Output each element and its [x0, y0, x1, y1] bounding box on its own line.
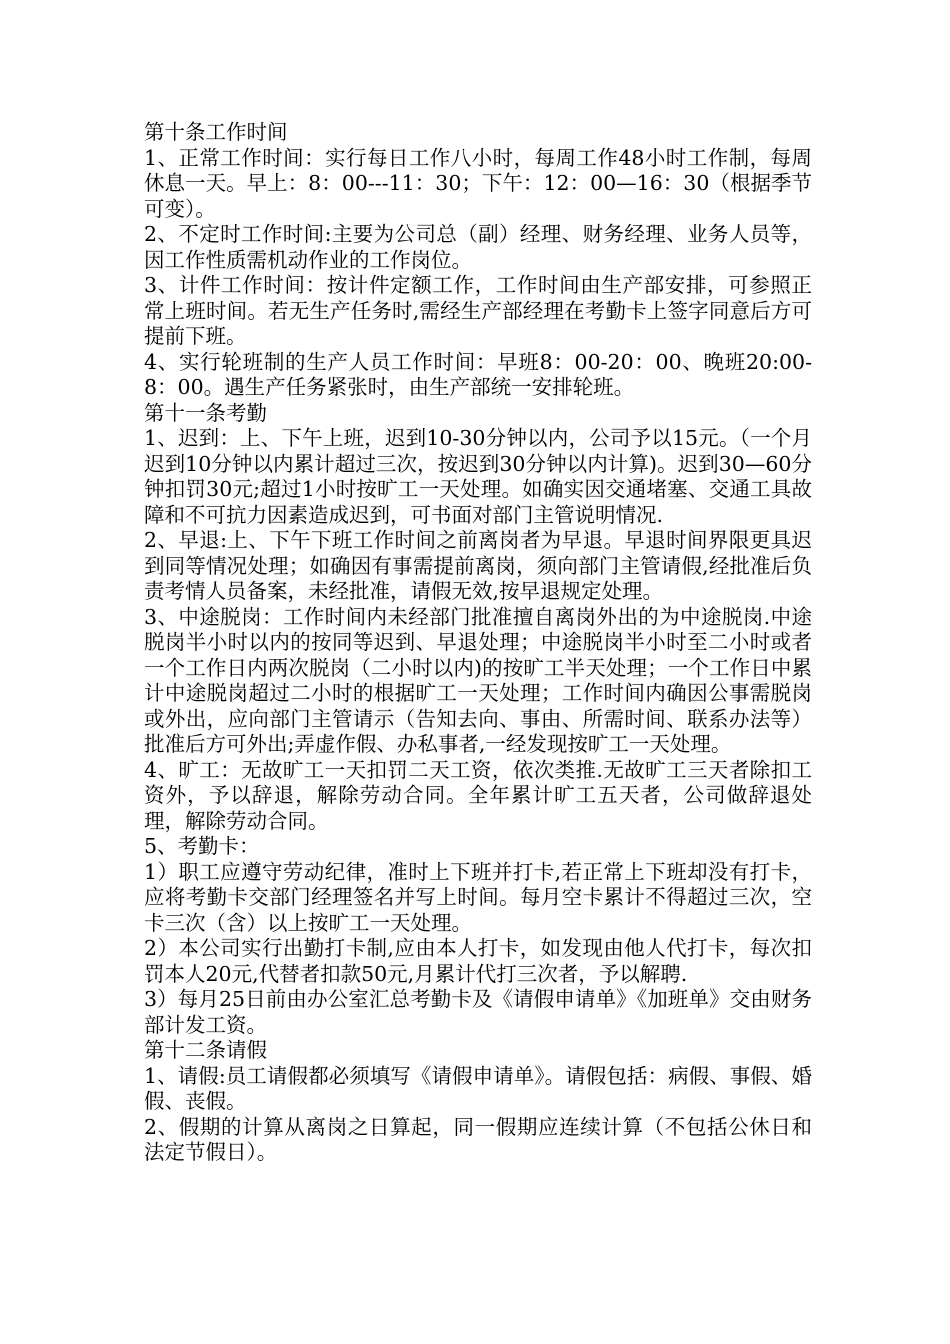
paragraph-flexible-hours: 2、不定时工作时间:主要为公司总（副）经理、财务经理、业务人员等，因工作性质需机动作业的工作岗位。: [144, 222, 812, 272]
paragraph-piecework-hours: 3、计件工作时间：按计件定额工作，工作时间由生产部安排，可参照正常上班时间。若无生产任务时,需经生产部经理在考勤卡上签字同意后方可提前下班。: [144, 273, 812, 348]
paragraph-leave-request: 1、请假:员工请假都必须填写《请假申请单》。请假包括：病假、事假、婚假、丧假。: [144, 1063, 812, 1113]
section-heading-leave: 第十二条请假: [144, 1038, 267, 1062]
paragraph-card-rule-1: 1）职工应遵守劳动纪律，准时上下班并打卡,若正常上下班却没有打卡，应将考勤卡交部门经理签名并写上时间。每月空卡累计不得超过三次，空卡三次（含）以上按旷工一天处理。: [144, 859, 812, 935]
paragraph-card-rule-2: 2）本公司实行出勤打卡制,应由本人打卡，如发现由他人代打卡，每次扣罚本人20元,代替者扣款50元,月累计代打三次者，予以解聘.: [144, 936, 812, 986]
paragraph-lateness: 1、迟到：上、下午上班，迟到10-30分钟以内，公司予以15元。（一个月迟到10分钟以内累计超过三次，按迟到30分钟以内计算)。迟到30—60分钟扣罚30元;超过1小时按旷工一天处理。如确实因交通堵塞、交通工具故障和不可抗力因素造成迟到，可书面对部门主管说明情况.: [144, 426, 812, 527]
section-heading-attendance: 第十一条考勤: [144, 400, 267, 425]
paragraph-card-rule-3: 3）每月25日前由办公室汇总考勤卡及《请假申请单》《加班单》交由财务部计发工资。: [144, 987, 812, 1037]
document-body: [144, 120, 812, 1166]
paragraph-absence-midway: 3、中途脱岗：工作时间内未经部门批准擅自离岗外出的为中途脱岗.中途脱岗半小时以内的按同等迟到、早退处理；中途脱岗半小时至二小时或者一个工作日内两次脱岗（二小时以内)的按旷工半天处理；一个工作日中累计中途脱岗超过二小时的根据旷工一天处理；工作时间内确因公事需脱岗或外出，应向部门主管请示（告知去向、事由、所需时间、联系办法等）批准后方可外出;弄虚作假、办私事者,一经发现按旷工一天处理。: [144, 604, 812, 756]
paragraph-early-leave: 2、早退:上、下午下班工作时间之前离岗者为早退。早退时间界限更具迟到同等情况处理；如确因有事需提前离岗，须向部门主管请假,经批准后负责考情人员备案，未经批准，请假无效,按早退规定处理。: [144, 528, 812, 603]
paragraph-leave-calculation: 2、假期的计算从离岗之日算起，同一假期应连续计算（不包括公休日和法定节假日）。: [144, 1114, 812, 1164]
section-heading-working-hours: 第十条工作时间: [144, 120, 288, 144]
paragraph-attendance-card: 5、考勤卡：: [144, 834, 260, 858]
paragraph-absenteeism: 4、旷工：无故旷工一天扣罚二天工资，依次类推.无故旷工三天者除扣工资外，予以辞退，解除劳动合同。全年累计旷工五天者，公司做辞退处理，解除劳动合同。: [144, 757, 812, 833]
paragraph-shift-hours: 4、实行轮班制的生产人员工作时间：早班8：00-20：00、晚班20:00-8：00。遇生产任务紧张时，由生产部统一安排轮班。: [144, 349, 812, 399]
paragraph-regular-hours: 1、正常工作时间：实行每日工作八小时，每周工作48小时工作制，每周休息一天。早上：8：00---11：30；下午：12：00—16：30（根据季节可变）。: [144, 145, 812, 221]
